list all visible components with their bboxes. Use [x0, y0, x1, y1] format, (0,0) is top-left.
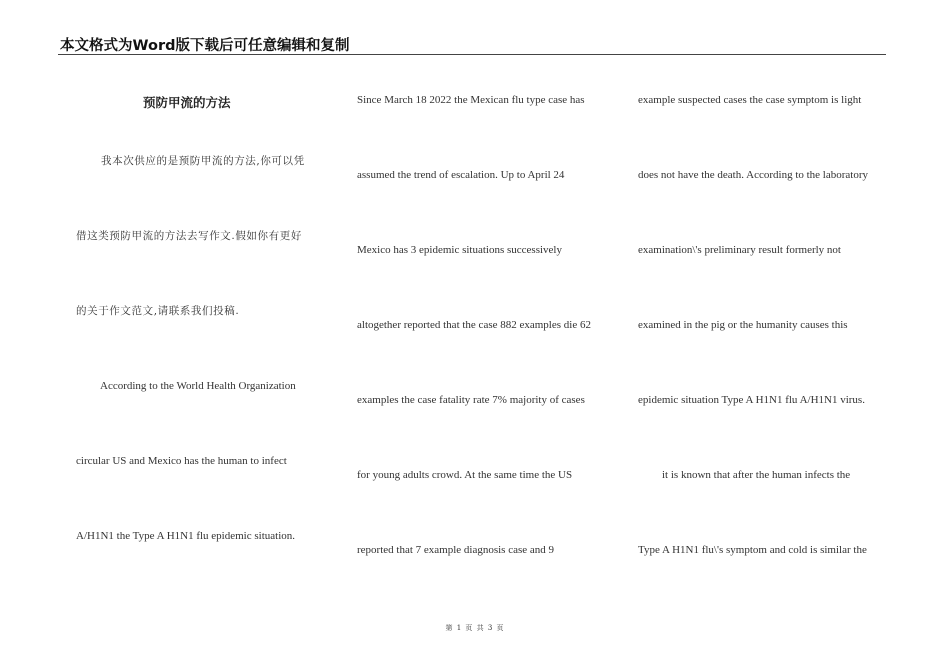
col3-line-4: examined in the pig or the humanity causes this [638, 319, 848, 331]
col1-line-1: 我本次供应的是预防甲流的方法,你可以凭 [101, 155, 305, 167]
col2-line-6: for young adults crowd. At the same time the US [357, 469, 573, 481]
col3-line-7: Type A H1N1 flu\'s symptom and cold is similar the [638, 544, 867, 556]
col1-line-4: According to the World Health Organization [100, 380, 296, 392]
col2-line-5: examples the case fatality rate 7% majority of cases [357, 394, 585, 406]
col3-line-6: it is known that after the human infects the [662, 469, 851, 481]
header-title: 本文格式为Word版下载后可任意编辑和复制 [60, 38, 350, 54]
col1-line-6: A/H1N1 the Type A H1N1 flu epidemic situation. [76, 530, 296, 542]
document-title: 预防甲流的方法 [143, 95, 231, 110]
col2-line-3: Mexico has 3 epidemic situations successively [357, 244, 562, 256]
col3-line-3: examination\'s preliminary result formerly not [638, 244, 841, 256]
col1-line-5: circular US and Mexico has the human to infect [76, 455, 287, 467]
col2-line-7: reported that 7 example diagnosis case and 9 [357, 544, 555, 556]
col2-line-2: assumed the trend of escalation. Up to April 24 [357, 169, 565, 181]
col1-line-3: 的关于作文范文,请联系我们投稿. [76, 305, 240, 317]
col3-line-2: does not have the death. According to the laboratory [638, 169, 869, 181]
col3-line-5: epidemic situation Type A H1N1 flu A/H1N1 virus. [638, 394, 865, 406]
col2-line-1: Since March 18 2022 the Mexican flu type case has [357, 94, 585, 106]
page-footer: 第 1 页 共 3 页 [445, 624, 505, 632]
header-divider [58, 54, 886, 55]
col1-line-2: 借这类预防甲流的方法去写作文.假如你有更好 [76, 230, 302, 242]
col2-line-4: altogether reported that the case 882 examples die 62 [357, 319, 591, 331]
col3-line-1: example suspected cases the case symptom is light [638, 94, 862, 106]
